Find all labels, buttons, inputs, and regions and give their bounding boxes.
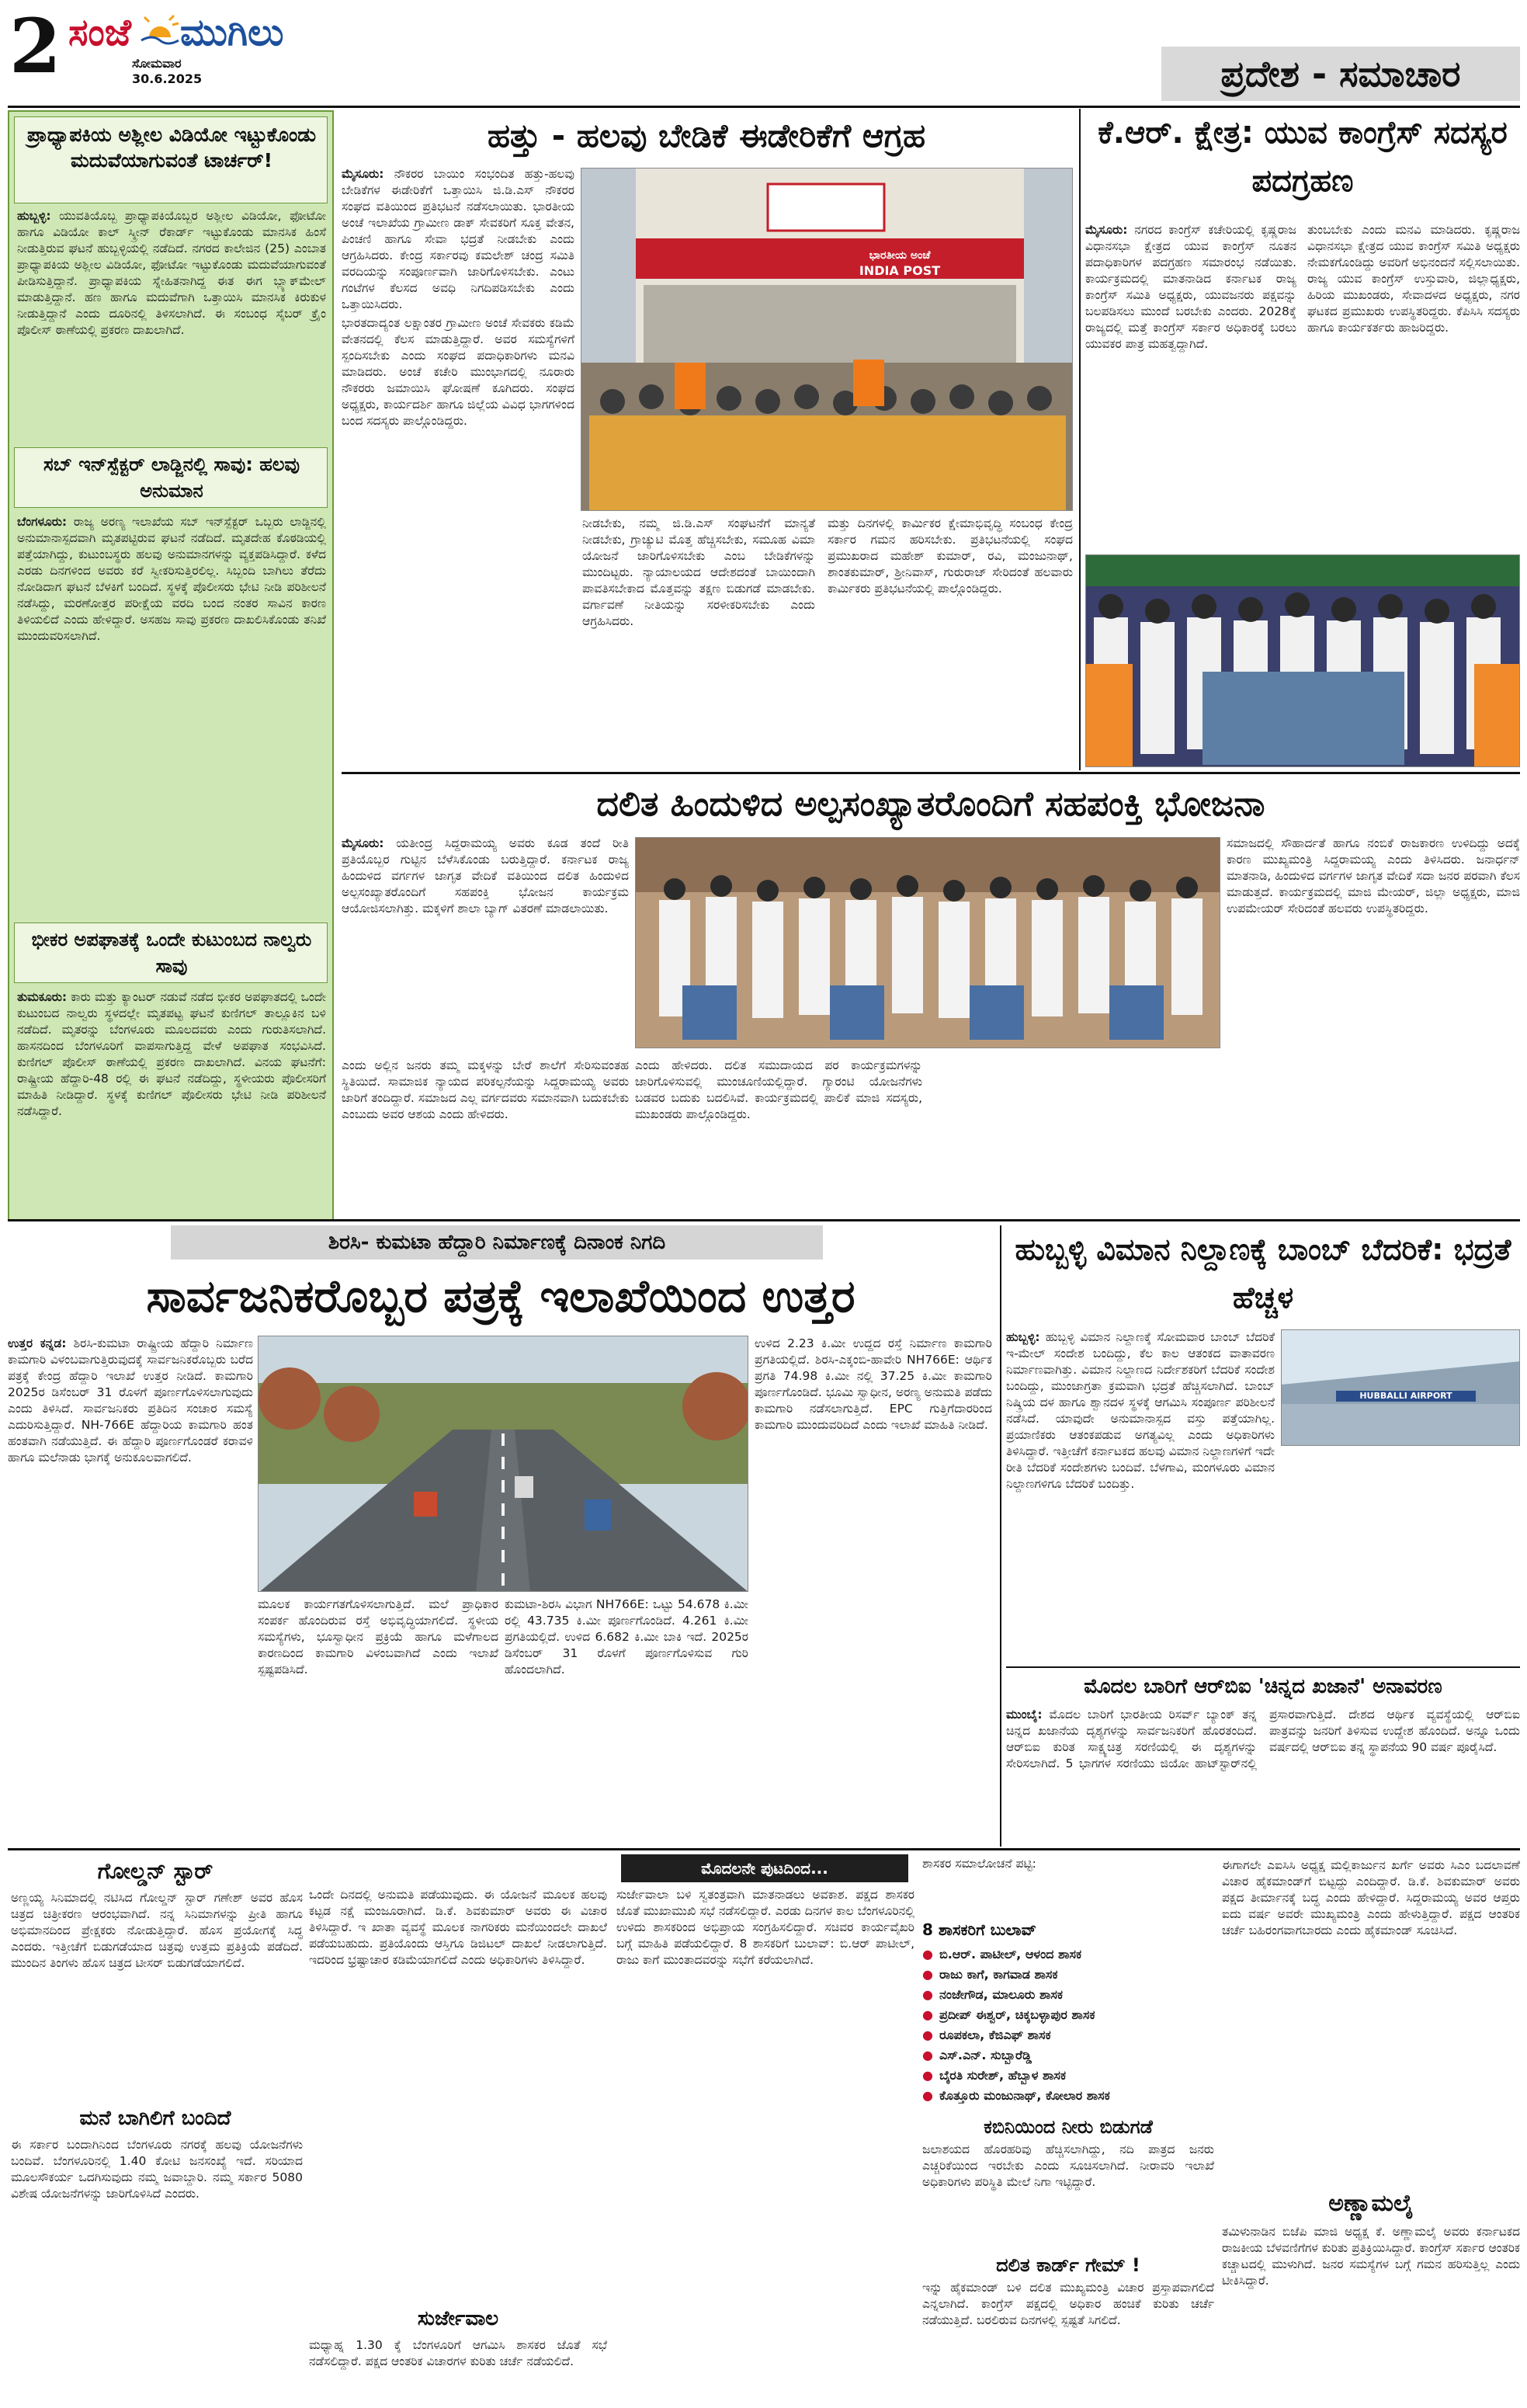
annamalai-subhead: ಅಣ್ಣಾಮಲೈ — [1328, 2190, 1414, 2217]
bhojana-story-col4-text: ಸಮಾಜದಲ್ಲಿ ಸೌಹಾರ್ದತೆ ಹಾಗೂ ನಂಬಿಕೆ ರಾಜಕಾರಣ ಉಳಿದಿದ್ದು ಅದಕ್ಕೆ ಕಾರಣ ಮುಖ್ಯಮಂತ್ರಿ ಸಿದ್ದರಾಮಯ್ಯ ಎಂದು ತಿಳಿಸಿದರು. ಜನಾರ್ಧನ್ ಮಾತನಾಡಿ, ಹಿಂದುಳಿದ ವರ್ಗಗಳ ಜಾಗೃತ ವೇದಿಕೆ ಸದಾ ಜನರ ಪರವಾಗಿ ಕೆಲಸ ಮಾಡುತ್ತದೆ. ಕಾರ್ಯಕ್ರಮದಲ್ಲಿ ಮಾಜಿ ಮೇಯರ್, ಜಿಲ್ಲಾ ಅಧ್ಯಕ್ಷರು, ಮಾಜಿ ಉಪಮೇಯರ್ ಸೇರಿದಂತೆ ಹಲವರು ಉಪಸ್ಥಿತರಿದ್ದರು. — [1227, 836, 1520, 916]
bullet-icon: ● — [922, 2007, 933, 2022]
sunset-logo-icon — [138, 14, 182, 51]
golden-star-body — [11, 1890, 303, 2100]
bullet-icon: ● — [922, 2048, 933, 2062]
continued-kicker-band — [621, 1854, 908, 1882]
post-story-col4 — [828, 516, 1073, 772]
bhojana-story-headline: ದಲಿತ ಹಿಂದುಳಿದ ಅಲ್ಪಸಂಖ್ಯಾತರೊಂದಿಗೆ ಸಹಪಂಕ್ತಿ ಭೋಜನಾ — [596, 784, 1265, 824]
highway-story-col4-text: ಉಳಿದ 2.23 ಕಿ.ಮೀ ಉದ್ದದ ರಸ್ತೆ ನಿರ್ಮಾಣ ಕಾಮಗಾರಿ ಪ್ರಗತಿಯಲ್ಲಿದೆ. ಶಿರಸಿ-ಎಕ್ಕಂಬಿ-ಹಾವೇರಿ NH766E: ಆರ್ಥಿಕ ಪ್ರಗತಿ 74.98 ಕಿ.ಮೀ ನಲ್ಲಿ 37.25 ಕಿ.ಮೀ ಕಾಮಗಾರಿ ಪೂರ್ಣಗೊಂಡಿದೆ. ಭೂಮಿ ಸ್ವಾಧೀನ, ಅರಣ್ಯ ಅನುಮತಿ ಪಡೆದು ಕಾಮಗಾರಿ ನಡೆಸಲಾಗುತ್ತಿದೆ. EPC ಗುತ್ತಿಗೆದಾರರಿಂದ ಕಾಮಗಾರಿ ಮುಂದುವರಿದಿದೆ ಎಂದು ಇಲಾಖೆ ಮಾಹಿತಿ ನೀಡಿದೆ. — [755, 1336, 992, 1432]
kr-story-col2-text: ತುಂಬಬೇಕು ಎಂದು ಮನವಿ ಮಾಡಿದರು. ಕೃಷ್ಣರಾಜ ವಿಧಾನಸಭಾ ಕ್ಷೇತ್ರದ ಯುವ ಕಾಂಗ್ರೆಸ್ ಸಮಿತಿ ಅಧ್ಯಕ್ಷರು ನೇಮಕಗೊಂಡಿದ್ದು ಅವರಿಗೆ ಅಭಿನಂದನೆ ಸಲ್ಲಿಸಲಾಯಿತು. ರಾಜ್ಯ ಯುವ ಕಾಂಗ್ರೆಸ್ ಉಸ್ತುವಾರಿ, ಜಿಲ್ಲಾಧ್ಯಕ್ಷರು, ಹಿರಿಯ ಮುಖಂಡರು, ಸೇವಾದಳದ ಅಧ್ಯಕ್ಷರು, ನಗರ ಘಟಕದ ಪ್ರಮುಖರು ಉಪಸ್ಥಿತರಿದ್ದರು. ಕೆಪಿಸಿಸಿ ಸದಸ್ಯರು ಹಾಗೂ ಕಾರ್ಯಕರ್ತರು ಹಾಜರಿದ್ದರು. — [1307, 223, 1520, 335]
sidebar-story1-dateline: ಹುಬ್ಬಳ್ಳಿ: — [17, 209, 51, 223]
sidebar-briefs — [8, 110, 334, 1221]
surjewala-col2 — [616, 1887, 914, 2399]
continued-kicker: ಮೊದಲನೇ ಪುಟದಿಂದ... — [701, 1859, 828, 1878]
rbi-story-text: ಮೊದಲ ಬಾರಿಗೆ ಭಾರತೀಯ ರಿಸರ್ವ್ ಬ್ಯಾಂಕ್ ತನ್ನ ಚಿನ್ನದ ಖಜಾನೆಯ ದೃಶ್ಯಗಳನ್ನು ಸಾರ್ವಜನಿಕರಿಗೆ ಹೊರತಂದಿದೆ. ಆರ್‌ಬಿಐ ಕುರಿತ ಸಾಕ್ಷ್ಯಚಿತ್ರ ಸರಣಿಯಲ್ಲಿ ಈ ದೃಶ್ಯಗಳನ್ನು ಸೇರಿಸಲಾಗಿದೆ. 5 ಭಾಗಗಳ ಸರಣಿಯು ಜಿಯೋ ಹಾಟ್‌ಸ್ಟಾರ್‌ನಲ್ಲಿ ಪ್ರಸಾರವಾಗುತ್ತಿದೆ. ದೇಶದ ಆರ್ಥಿಕ ವ್ಯವಸ್ಥೆಯಲ್ಲಿ ಆರ್‌ಬಿಐ ಪಾತ್ರವನ್ನು ಜನರಿಗೆ ತಿಳಿಸುವ ಉದ್ದೇಶ ಹೊಂದಿದೆ. ಅನ್ನೂ ಒಂದು ವರ್ಷದಲ್ಲಿ ಆರ್‌ಬಿಐ ತನ್ನ ಸ್ಥಾಪನೆಯ 90 ವರ್ಷ ಪೂರೈಸಿದೆ. — [1006, 1708, 1520, 1770]
bhojana-story-dateline: ಮೈಸೂರು: — [342, 836, 384, 850]
mla-list-item-text: ಪ್ರದೀಪ್ ಈಶ್ವರ್, ಚಿಕ್ಕಬಳ್ಳಾಪುರ ಶಾಸಕ — [939, 2007, 1095, 2022]
airport-story-headline: ಹುಬ್ಬಳ್ಳಿ ವಿಮಾನ ನಿಲ್ದಾಣಕ್ಕೆ ಬಾಂಬ್ ಬೆದರಿಕೆ: ಭದ್ರತೆ ಹೆಚ್ಚಳ — [1015, 1232, 1511, 1315]
sidebar-story2-text: ರಾಜ್ಯ ಅರಣ್ಯ ಇಲಾಖೆಯ ಸಬ್ ಇನ್‌ಸ್ಪೆಕ್ಟರ್ ಒಬ್ಬರು ಲಾಡ್ಜಿನಲ್ಲಿ ಅನುಮಾನಾಸ್ಪದವಾಗಿ ಮೃತಪಟ್ಟಿರುವ ಘಟನೆ ನಡೆದಿದೆ. ಮೃತದೇಹ ಕೊಠಡಿಯಲ್ಲಿ ಪತ್ತೆಯಾಗಿದ್ದು, ಕುಟುಂಬಸ್ಥರು ಹಲವು ಅನುಮಾನಗಳನ್ನು ವ್ಯಕ್ತಪಡಿಸಿದ್ದಾರೆ. ಕಳೆದ ಎರಡು ದಿನಗಳಿಂದ ಅವರು ಕರೆ ಸ್ವೀಕರಿಸುತ್ತಿರಲಿಲ್ಲ. ಸಿಬ್ಬಂದಿ ಬಾಗಿಲು ತೆರೆದು ನೋಡಿದಾಗ ಘಟನೆ ಬೆಳಕಿಗೆ ಬಂದಿದೆ. ಸ್ಥಳಕ್ಕೆ ಪೊಲೀಸರು ಭೇಟಿ ನೀಡಿ ಪರಿಶೀಲನೆ ನಡೆಸಿದ್ದು, ಮರಣೋತ್ತರ ಪರೀಕ್ಷೆಯ ವರದಿ ಬಂದ ನಂತರ ಸಾವಿನ ಕಾರಣ ತಿಳಿಯಲಿದೆ ಎಂದು ಹೇಳಿದ್ದಾರೆ. ಅಸಹಜ ಸಾವು ಪ್ರಕರಣ ದಾಖಲಿಸಿಕೊಂಡು ತನಿಖೆ ಮುಂದುವರಿಸಲಾಗಿದೆ. — [17, 515, 326, 643]
mla-list — [922, 1944, 1214, 2106]
bhojana-story-col2b — [635, 1058, 922, 1213]
mla-list-item-text: ಬೈರತಿ ಸುರೇಶ್, ಹೆಬ್ಬಾಳ ಶಾಸಕ — [939, 2068, 1067, 2083]
post-story-col1 — [342, 166, 574, 772]
kr-story-col1 — [1085, 222, 1296, 548]
kr-congress-group-photo — [1085, 554, 1520, 767]
kr-story-col2 — [1307, 222, 1520, 548]
kr-story-headline: ಕೆ.ಆರ್. ಕ್ಷೇತ್ರ: ಯುವ ಕಾಂಗ್ರೆಸ್ ಸದಸ್ಯರ ಪದಗ್ರಹಣ — [1098, 115, 1508, 199]
mla-list-heading: 8 ಶಾಸಕರಿಗೆ ಬುಲಾವ್ — [922, 1920, 1036, 1939]
sidebar-story2-head — [14, 447, 328, 508]
kr-story-dateline: ಮೈಸೂರು: — [1085, 223, 1128, 237]
airport-photo-art — [1282, 1330, 1520, 1446]
sidebar-story1-head — [14, 116, 328, 203]
highway-story-headline: ಸಾರ್ವಜನಿಕರೊಬ್ಬರ ಪತ್ರಕ್ಕೆ ಇಲಾಖೆಯಿಂದ ಉತ್ತರ — [146, 1270, 855, 1322]
post-office-sign: INDIA POST — [859, 263, 941, 278]
golden-star-subhead: ಮನೆ ಬಾಗಿಲಿಗೆ ಬಂದಿದೆ — [79, 2107, 231, 2130]
post-office-photo-art — [581, 169, 1073, 511]
sidebar-story3-text: ಕಾರು ಮತ್ತು ಕ್ಯಾಂಟರ್ ನಡುವೆ ನಡೆದ ಭೀಕರ ಅಪಘಾತದಲ್ಲಿ ಒಂದೇ ಕುಟುಂಬದ ನಾಲ್ವರು ಸ್ಥಳದಲ್ಲೇ ಮೃತಪಟ್ಟ ಘಟನೆ ಕುಣಿಗಲ್ ತಾಲ್ಲೂಕಿನ ಬಳಿ ನಡೆದಿದೆ. ಮೃತರನ್ನು ಬೆಂಗಳೂರು ಮೂಲದವರು ಎಂದು ಗುರುತಿಸಲಾಗಿದೆ. ಹಾಸನದಿಂದ ಬೆಂಗಳೂರಿಗೆ ವಾಪಸಾಗುತ್ತಿದ್ದ ವೇಳೆ ಅಪಘಾತ ಸಂಭವಿಸಿದೆ. ಕುಣಿಗಲ್ ಪೊಲೀಸ್ ಠಾಣೆಯಲ್ಲಿ ಪ್ರಕರಣ ದಾಖಲಾಗಿದೆ. ವಿನಯ ಘಟನೆಗೆ: ರಾಷ್ಟ್ರೀಯ ಹೆದ್ದಾರಿ-48 ರಲ್ಲಿ ಈ ಘಟನೆ ನಡೆದಿದ್ದು, ಸ್ಥಳೀಯರು ಪೊಲೀಸರಿಗೆ ಮಾಹಿತಿ ನೀಡಿದ್ದಾರೆ. ಸ್ಥಳಕ್ಕೆ ಕುಣಿಗಲ್ ಪೊಲೀಸರು ಭೇಟಿ ನೀಡಿ ಪರಿಶೀಲನೆ ನಡೆಸಿದ್ದಾರೆ. — [17, 990, 326, 1118]
mla-list-item-text: ಕೊತ್ತೂರು ಮಂಜುನಾಥ್, ಕೋಲಾರ ಶಾಸಕ — [939, 2088, 1110, 2103]
bhojana-story-col1b — [342, 1058, 629, 1213]
annamalai-text: ತಮಿಳುನಾಡಿನ ಬಿಜೆಪಿ ಮಾಜಿ ಅಧ್ಯಕ್ಷ ಕೆ. ಅಣ್ಣಾಮಲೈ ಅವರು ಕರ್ನಾಟಕದ ರಾಜಕೀಯ ಬೆಳವಣಿಗೆಗಳ ಕುರಿತು ಪ್ರತಿಕ್ರಿಯಿಸಿದ್ದಾರೆ. ಕಾಂಗ್ರೆಸ್ ಸರ್ಕಾರ ಆಂತರಿಕ ಕಚ್ಚಾಟದಲ್ಲಿ ಮುಳುಗಿದೆ. ಜನರ ಸಮಸ್ಯೆಗಳ ಬಗ್ಗೆ ಗಮನ ಹರಿಸುತ್ತಿಲ್ಲ ಎಂದು ಟೀಕಿಸಿದ್ದಾರೆ. — [1222, 2225, 1520, 2288]
kabini-body: ಜಲಾಶಯದ ಹೊರಹರಿವು ಹೆಚ್ಚಿಸಲಾಗಿದ್ದು, ನದಿ ಪಾತ್ರದ ಜನರು ಎಚ್ಚರಿಕೆಯಿಂದ ಇರಬೇಕು ಎಂದು ಸೂಚಿಸಲಾಗಿದೆ. ನೀರಾವರಿ ಇಲಾಖೆ ಅಧಿಕಾರಿಗಳು ಪರಿಸ್ಥಿತಿ ಮೇಲೆ ನಿಗಾ ಇಟ್ಟಿದ್ದಾರೆ. — [922, 2142, 1214, 2189]
mla-list-item-text: ಎಸ್.ಎನ್. ಸುಬ್ಬಾರೆಡ್ಡಿ — [939, 2048, 1032, 2062]
bullet-icon: ● — [922, 1947, 933, 1961]
annamalai-body — [1222, 2224, 1520, 2399]
surjewala-subhead: ಸುರ್ಜೇವಾಲ — [417, 2307, 499, 2330]
sidebar-story3-dateline: ತುಮಕೂರು: — [17, 990, 68, 1004]
mla-list-item — [922, 2066, 1214, 2086]
bullet-icon: ● — [922, 1987, 933, 2002]
post-office-sign-sub: ಭಾರತೀಯ ಅಂಚೆ — [869, 249, 931, 262]
surjewala-col1-text: ಒಂದೇ ದಿನದಲ್ಲಿ ಅನುಮತಿ ಪಡೆಯುವುದು. ಈ ಯೋಜನೆ ಮೂಲಕ ಹಲವು ಕಟ್ಟಡ ನಕ್ಷೆ ಮಂಜೂರಾಗಿದೆ. ಡಿ.ಕೆ. ಶಿವಕುಮಾರ್ ಅವರು ಈ ವಿಚಾರ ತಿಳಿಸಿದ್ದಾರೆ. ಇ ಖಾತಾ ವ್ಯವಸ್ಥೆ ಮೂಲಕ ನಾಗರಿಕರು ಮನೆಯಿಂದಲೇ ದಾಖಲೆ ಪಡೆಯಬಹುದು. ಪ್ರತಿಯೊಂದು ಆಸ್ತಿಗೂ ಡಿಜಿಟಲ್ ದಾಖಲೆ ನೀಡಲಾಗುತ್ತಿದೆ. ಇದರಿಂದ ಭ್ರಷ್ಟಾಚಾರ ಕಡಿಮೆಯಾಗಲಿದೆ ಎಂದು ಅಧಿಕಾರಿಗಳು ತಿಳಿಸಿದ್ದಾರೆ. — [309, 1888, 607, 1967]
dalit-card-body: ಇನ್ನು ಹೈಕಮಾಂಡ್ ಬಳಿ ದಲಿತ ಮುಖ್ಯಮಂತ್ರಿ ವಿಚಾರ ಪ್ರಸ್ತಾಪವಾಗಲಿದೆ ಎನ್ನಲಾಗಿದೆ. ಕಾಂಗ್ರೆಸ್ ಪಕ್ಷದಲ್ಲಿ ಅಧಿಕಾರ ಹಂಚಿಕೆ ಕುರಿತು ಚರ್ಚೆ ನಡೆಯುತ್ತಿದೆ. ಬರಲಿರುವ ದಿನಗಳಲ್ಲಿ ಸ್ಪಷ್ಟತೆ ಸಿಗಲಿದೆ. — [922, 2281, 1214, 2327]
sidebar-story3-body — [17, 989, 326, 1214]
post-story-col3-text: ನೀಡಬೇಕು, ನಮ್ಮ ಜಿ.ಡಿ.ಎಸ್ ಸಂಘಟನೆಗೆ ಮಾನ್ಯತೆ ನೀಡಬೇಕು, ಗ್ರಾಚ್ಯುಟಿ ಮೊತ್ತ ಹೆಚ್ಚಿಸಬೇಕು, ಸಮೂಹ ವಿಮಾ ಯೋಜನೆ ಜಾರಿಗೊಳಿಸಬೇಕು ಎಂಬ ಬೇಡಿಕೆಗಳನ್ನು ಮುಂದಿಟ್ಟರು. ನ್ಯಾಯಾಲಯದ ಆದೇಶದಂತೆ ಬಾಯಿಂದಾಗಿ ಪಾವತಿಸಬೇಕಾದ ಮೊತ್ತವನ್ನು ತಕ್ಷಣ ಬಿಡುಗಡೆ ಮಾಡಬೇಕು. ವರ್ಗಾವಣೆ ನೀತಿಯನ್ನು ಸರಳೀಕರಿಸಬೇಕು ಎಂದು ಆಗ್ರಹಿಸಿದರು. — [582, 516, 815, 628]
mla-list-item — [922, 1944, 1214, 1965]
bhojana-story-col3-text: ಎಂದು ಹೇಳಿದರು. ದಲಿತ ಸಮುದಾಯದ ಪರ ಕಾರ್ಯಕ್ರಮಗಳನ್ನು ಜಾರಿಗೊಳಿಸುವಲ್ಲಿ ಮುಂಚೂಣಿಯಲ್ಲಿದ್ದಾರೆ. ಗ್ಯಾರಂಟಿ ಯೋಜನೆಗಳು ಬಡವರ ಬದುಕು ಬದಲಿಸಿವೆ. ಕಾರ್ಯಕ್ರಮದಲ್ಲಿ ಪಾಲಿಕೆ ಮಾಜಿ ಸದಸ್ಯರು, ಮುಖಂಡರು ಪಾಲ್ಗೊಂಡಿದ್ದರು. — [635, 1058, 922, 1121]
sidebar-story1-headline: ಪ್ರಾಧ್ಯಾಪಕಿಯ ಅಶ್ಲೀಲ ವಿಡಿಯೋ ಇಟ್ಟುಕೊಂಡು ಮದುವೆಯಾಗುವಂತೆ ಟಾರ್ಚರ್! — [26, 123, 317, 172]
mla-list-item-text: ಬಿ.ಆರ್. ಪಾಟೀಲ್, ಆಳಂದ ಶಾಸಕ — [939, 1947, 1082, 1961]
section-label: ಪ್ರದೇಶ - ಸಮಾಚಾರ — [1161, 47, 1520, 101]
issue-day: ಸೋಮವಾರ — [132, 56, 182, 71]
bullet-icon: ● — [922, 2068, 933, 2083]
bhojana-story-col1 — [342, 836, 629, 1053]
mla-list-item — [922, 2025, 1214, 2045]
column-divider — [1079, 109, 1081, 770]
highway-story-col1-text: ಶಿರಸಿ-ಕುಮಟಾ ರಾಷ್ಟ್ರೀಯ ಹೆದ್ದಾರಿ ನಿರ್ಮಾಣ ಕಾಮಗಾರಿ ವಿಳಂಬವಾಗುತ್ತಿರುವುದಕ್ಕೆ ಸಾರ್ವಜನಿಕರೊಬ್ಬರು ಬರೆದ ಪತ್ರಕ್ಕೆ ಕೇಂದ್ರ ಹೆದ್ದಾರಿ ಇಲಾಖೆ ಉತ್ತರ ನೀಡಿದೆ. ಕಾಮಗಾರಿ 2025ರ ಡಿಸೆಂಬರ್ 31 ರೊಳಗೆ ಪೂರ್ಣಗೊಳಿಸಲಾಗುವುದು ಎಂದು ತಿಳಿಸಿದೆ. ಸಾರ್ವಜನಿಕರು ಪ್ರತಿದಿನ ಸಂಚಾರ ಸಮಸ್ಯೆ ಎದುರಿಸುತ್ತಿದ್ದಾರೆ. NH-766E ಹೆದ್ದಾರಿಯ ಕಾಮಗಾರಿ ಹಂತ ಹಂತವಾಗಿ ನಡೆಯುತ್ತಿದೆ. ಈ ಹೆದ್ದಾರಿ ಪೂರ್ಣಗೊಂಡರೆ ಕರಾವಳಿ ಹಾಗೂ ಮಲೆನಾಡು ಭಾಗಕ್ಕೆ ಅನುಕೂಲವಾಗಲಿದೆ. — [8, 1336, 253, 1465]
mla-list-item — [922, 1965, 1214, 1985]
highway-kicker: ಶಿರಸಿ- ಕುಮಟಾ ಹೆದ್ದಾರಿ ನಿರ್ಮಾಣಕ್ಕೆ ದಿನಾಂಕ ನಿಗದಿ — [328, 1231, 666, 1254]
sidebar-story2-headline: ಸಬ್ ಇನ್‌ಸ್ಪೆಕ್ಟರ್ ಲಾಡ್ಜಿನಲ್ಲಿ ಸಾವು: ಹಲವು ಅನುಮಾನ — [43, 453, 300, 502]
airport-story-col1 — [1006, 1329, 1275, 1663]
section-divider — [8, 1848, 1520, 1850]
sidebar-story3-headline: ಭೀಕರ ಅಪಘಾತಕ್ಕೆ ಒಂದೇ ಕುಟುಂಬದ ನಾಲ್ವರು ಸಾವು — [31, 929, 312, 977]
golden-star-text2: ಈ ಸರ್ಕಾರ ಬಂದಾಗಿನಿಂದ ಬೆಂಗಳೂರು ನಗರಕ್ಕೆ ಹಲವು ಯೋಜನೆಗಳು ಬಂದಿವೆ. ಬೆಂಗಳೂರಿನಲ್ಲಿ 1.40 ಕೋಟಿ ಜನಸಂಖ್ಯೆ ಇದೆ. ಸರಿಯಾದ ಮೂಲಸೌಕರ್ಯ ಒದಗಿಸುವುದು ನಮ್ಮ ಜವಾಬ್ದಾರಿ. ನಮ್ಮ ಸರ್ಕಾರ 5080 ವಿಶೇಷ ಯೋಜನೆಗಳನ್ನು ಜಾರಿಗೊಳಿಸಿದೆ ಎಂದರು. — [11, 2138, 303, 2201]
highway-story-dateline: ಉತ್ತರ ಕನ್ನಡ: — [8, 1336, 67, 1350]
mla-list-item — [922, 2086, 1214, 2106]
mla-list-item-text: ರೂಪಕಲಾ, ಕೆಜಿಎಫ್ ಶಾಸಕ — [939, 2028, 1051, 2042]
rbi-story-dateline: ಮುಂಬೈ: — [1006, 1708, 1043, 1722]
sidebar-story1-text: ಯುವತಿಯೊಬ್ಬ ಪ್ರಾಧ್ಯಾಪಕಿಯೊಬ್ಬರ ಅಶ್ಲೀಲ ವಿಡಿಯೋ, ಫೋಟೋ ಹಾಗೂ ವಿಡಿಯೋ ಕಾಲ್ ಸ್ಕ್ರೀನ್ ರೆಕಾರ್ಡ್ ಇಟ್ಟುಕೊಂಡು ಮಾನಸಿಕ ಹಿಂಸೆ ನೀಡುತ್ತಿರುವ ಘಟನೆ ಹುಬ್ಬಳ್ಳಿಯಲ್ಲಿ ನಡೆದಿದೆ. ನಗರದ ಕಾಲೇಜಿನ (25) ಎಂಬಾತ ಪ್ರಾಧ್ಯಾಪಕಿಯ ಅಶ್ಲೀಲ ವಿಡಿಯೋ, ಫೋಟೋ ಇಟ್ಟುಕೊಂಡು ಮದುವೆಯಾಗುವಂತೆ ಪೀಡಿಸುತ್ತಿದ್ದಾನೆ. ಪ್ರಾಧ್ಯಾಪಕಿಯ ಸ್ನೇಹಿತನಾಗಿದ್ದ ಈತ ಈಗ ಬ್ಲ್ಯಾಕ್‌ಮೇಲ್ ಮಾಡುತ್ತಿದ್ದಾನೆ. ಹಣ ಹಾಗೂ ಮದುವೆಗಾಗಿ ಒತ್ತಾಯಿಸಿ ಮಾನಸಿಕ ಕಿರುಕುಳ ನೀಡುತ್ತಿದ್ದಾನೆ ಎಂದು ದೂರಿನಲ್ಲಿ ತಿಳಿಸಲಾಗಿದೆ. ಈ ಸಂಬಂಧ ಸೈಬರ್ ಕ್ರೈಂ ಪೊಲೀಸ್ ಠಾಣೆಯಲ್ಲಿ ಪ್ರಕರಣ ದಾಖಲಾಗಿದೆ. — [17, 209, 326, 337]
golden-star-headline: ಗೋಲ್ಡನ್ ಸ್ಟಾರ್ — [97, 1858, 213, 1884]
sidebar-story1-body — [17, 208, 326, 441]
surjewala-col1b-text: ಮಧ್ಯಾಹ್ನ 1.30 ಕ್ಕೆ ಬೆಂಗಳೂರಿಗೆ ಆಗಮಿಸಿ ಶಾಸಕರ ಜೊತೆ ಸಭೆ ನಡೆಸಲಿದ್ದಾರೆ. ಪಕ್ಷದ ಆಂತರಿಕ ವಿಚಾರಗಳ ಕುರಿತು ಚರ್ಚೆ ನಡೆಯಲಿದೆ. — [309, 2338, 607, 2368]
highway-story-col3-text: ಕುಮಟಾ-ಶಿರಸಿ ವಿಭಾಗ NH766E: ಒಟ್ಟು 54.678 ಕಿ.ಮೀ ರಲ್ಲಿ 43.735 ಕಿ.ಮೀ ಪೂರ್ಣಗೊಂಡಿದೆ. 4.261 ಕಿ.ಮೀ ಪ್ರಗತಿಯಲ್ಲಿದೆ. ಉಳಿದ 6.682 ಕಿ.ಮೀ ಬಾಕಿ ಇದೆ. 2025ರ ಡಿಸೆಂಬರ್ 31 ರೊಳಗೆ ಪೂರ್ಣಗೊಳಿಸುವ ಗುರಿ ಹೊಂದಲಾಗಿದೆ. — [505, 1597, 748, 1677]
annamalai-top-body — [1222, 1857, 1520, 2184]
post-office-protest-photo — [581, 168, 1073, 511]
surjewala-col3-intro: ಶಾಸಕರ ಸಮಾಲೋಚನೆ ಪಟ್ಟಿ: — [922, 1857, 1036, 1871]
post-story-col2-text: ಭಾರತದಾದ್ಯಂತ ಲಕ್ಷಾಂತರ ಗ್ರಾಮೀಣ ಅಂಚೆ ಸೇವಕರು ಕಡಿಮೆ ವೇತನದಲ್ಲಿ ಕೆಲಸ ಮಾಡುತ್ತಿದ್ದಾರೆ. ಅವರ ಸಮಸ್ಯೆಗಳಿಗೆ ಸ್ಪಂದಿಸಬೇಕು ಎಂದು ಸಂಘದ ಪದಾಧಿಕಾರಿಗಳು ಮನವಿ ಮಾಡಿದರು. ಅಂಚೆ ಕಚೇರಿ ಮುಂಭಾಗದಲ್ಲಿ ನೂರಾರು ನೌಕರರು ಜಮಾಯಿಸಿ ಘೋಷಣೆ ಕೂಗಿದರು. ಸಂಘದ ಅಧ್ಯಕ್ಷರು, ಕಾರ್ಯದರ್ಶಿ ಹಾಗೂ ಜಿಲ್ಲೆಯ ವಿವಿಧ ಭಾಗಗಳಿಂದ ಬಂದ ಸದಸ್ಯರು ಪಾಲ್ಗೊಂಡಿದ್ದರು. — [342, 316, 574, 428]
mla-list-item-text: ರಾಜು ಕಾಗೆ, ಕಾಗವಾಡ ಶಾಸಕ — [939, 1967, 1058, 1982]
bullet-icon: ● — [922, 1967, 933, 1982]
bhojana-photo-art — [636, 838, 1220, 1048]
post-story-col3 — [582, 516, 815, 772]
mla-list-item — [922, 2005, 1214, 2025]
surjewala-col2-text: ಸುರ್ಜೇವಾಲಾ ಬಳಿ ಸ್ವತಂತ್ರವಾಗಿ ಮಾತನಾಡಲು ಅವಕಾಶ. ಪಕ್ಷದ ಶಾಸಕರ ಜೊತೆ ಮುಖಾಮುಖಿ ಸಭೆ ನಡೆಸಲಿದ್ದಾರೆ. ಎರಡು ದಿನಗಳ ಕಾಲ ಬೆಂಗಳೂರಿನಲ್ಲಿ ಉಳಿದು ಶಾಸಕರಿಂದ ಅಭಿಪ್ರಾಯ ಸಂಗ್ರಹಿಸಲಿದ್ದಾರೆ. ಸಚಿವರ ಕಾರ್ಯವೈಖರಿ ಬಗ್ಗೆ ಮಾಹಿತಿ ಪಡೆಯಲಿದ್ದಾರೆ. 8 ಶಾಸಕರಿಗೆ ಬುಲಾವ್: ಬಿ.ಆರ್ ಪಾಟೀಲ್, ರಾಜು ಕಾಗೆ ಮುಂತಾದವರನ್ನು ಸಭೆಗೆ ಕರೆಯಲಾಗಿದೆ. — [616, 1888, 914, 1967]
page-number: 2 — [9, 2, 61, 90]
airport-story-text: ಹುಬ್ಬಳ್ಳಿ ವಿಮಾನ ನಿಲ್ದಾಣಕ್ಕೆ ಸೋಮವಾರ ಬಾಂಬ್ ಬೆದರಿಕೆ ಇ-ಮೇಲ್ ಸಂದೇಶ ಬಂದಿದ್ದು, ಕೆಲ ಕಾಲ ಆತಂಕದ ವಾತಾವರಣ ನಿರ್ಮಾಣವಾಗಿತ್ತು. ವಿಮಾನ ನಿಲ್ದಾಣದ ನಿರ್ದೇಶಕರಿಗೆ ಬೆದರಿಕೆ ಸಂದೇಶ ಬಂದಿದ್ದು, ಮುಂಜಾಗ್ರತಾ ಕ್ರಮವಾಗಿ ಭದ್ರತೆ ಹೆಚ್ಚಿಸಲಾಗಿದೆ. ಬಾಂಬ್ ನಿಷ್ಕ್ರಿಯ ದಳ ಹಾಗೂ ಶ್ವಾನದಳ ಸ್ಥಳಕ್ಕೆ ಆಗಮಿಸಿ ಸಂಪೂರ್ಣ ಪರಿಶೀಲನೆ ನಡೆಸಿದೆ. ಯಾವುದೇ ಅನುಮಾನಾಸ್ಪದ ವಸ್ತು ಪತ್ತೆಯಾಗಿಲ್ಲ. ಪ್ರಯಾಣಿಕರು ಆತಂಕಪಡುವ ಅಗತ್ಯವಿಲ್ಲ ಎಂದು ಅಧಿಕಾರಿಗಳು ತಿಳಿಸಿದ್ದಾರೆ. ಇತ್ತೀಚೆಗೆ ಕರ್ನಾಟಕದ ಹಲವು ವಿಮಾನ ನಿಲ್ದಾಣಗಳಿಗೆ ಇದೇ ರೀತಿ ಬೆದರಿಕೆ ಸಂದೇಶಗಳು ಬಂದಿವೆ. ಬೆಳಗಾವಿ, ಮಂಗಳೂರು ವಿಮಾನ ನಿಲ್ದಾಣಗಳಿಗೂ ಬೆದರಿಕೆ ಬಂದಿತ್ತು. — [1006, 1330, 1275, 1491]
highway-story-col3 — [505, 1597, 748, 1845]
mla-list-item — [922, 2045, 1214, 2066]
kabini-subhead: ಕಬಿನಿಯಿಂದ ನೀರು ಬಿಡುಗಡೆ — [984, 2116, 1153, 2138]
airport-story-dateline: ಹುಬ್ಬಳ್ಳಿ: — [1006, 1330, 1040, 1344]
bullet-icon: ● — [922, 2028, 933, 2042]
column-divider — [1000, 1225, 1001, 1847]
post-story-col4-text: ಮತ್ತು ದಿನಗಳಲ್ಲಿ ಕಾರ್ಮಿಕರ ಕ್ಷೇಮಾಭಿವೃದ್ಧಿ ಸಂಬಂಧ ಕೇಂದ್ರ ಸರ್ಕಾರ ಗಮನ ಹರಿಸಬೇಕು. ಪ್ರತಿಭಟನೆಯಲ್ಲಿ ಸಂಘದ ಪ್ರಮುಖರಾದ ಮಹೇಶ್ ಕುಮಾರ್, ರವಿ, ಮಂಜುನಾಥ್, ಶಾಂತಕುಮಾರ್, ಶ್ರೀನಿವಾಸ್, ಗುರುರಾಜ್ ಸೇರಿದಂತೆ ಹಲವಾರು ಕಾರ್ಮಿಕರು ಪ್ರತಿಭಟನೆಯಲ್ಲಿ ಪಾಲ್ಗೊಂಡಿದ್ದರು. — [828, 516, 1073, 596]
surjewala-col3 — [922, 1856, 1214, 2399]
highway-story-col2-text: ಮೂಲಕ ಕಾರ್ಯಗತಗೊಳಿಸಲಾಗುತ್ತಿದೆ. ಮಲೆ ಪ್ರಾಧಿಕಾರ ಸಂಪರ್ಕ ಹೊಂದಿರುವ ರಸ್ತೆ ಅಭಿವೃದ್ಧಿಯಾಗಲಿದೆ. ಸ್ಥಳೀಯ ಸಮಸ್ಯೆಗಳು, ಭೂಸ್ವಾಧೀನ ಪ್ರಕ್ರಿಯೆ ಹಾಗೂ ಮಳೆಗಾಲದ ಕಾರಣದಿಂದ ಕಾಮಗಾರಿ ವಿಳಂಬವಾಗಿದೆ ಎಂದು ಇಲಾಖೆ ಸ್ಪಷ್ಟಪಡಿಸಿದೆ. — [258, 1597, 498, 1677]
hubballi-airport-photo — [1281, 1329, 1520, 1446]
sidebar-story2-dateline: ಬೆಂಗಳೂರು: — [17, 515, 68, 529]
story-divider — [1006, 1666, 1520, 1668]
bhojana-story-col1-text: ಯತೀಂದ್ರ ಸಿದ್ದರಾಮಯ್ಯ ಅವರು ಕೂಡ ತಂದೆ ರೀತಿ ಪ್ರತಿಯೊಬ್ಬರ ಗುಟ್ಟಿನ ಬೆಳೆಸಿಕೊಂಡು ಬರುತ್ತಿದ್ದಾರೆ. ಕರ್ನಾಟಕ ರಾಜ್ಯ ಹಿಂದುಳಿದ ವರ್ಗಗಳ ಜಾಗೃತ ವೇದಿಕೆ ವತಿಯಿಂದ ದಲಿತ ಹಿಂದುಳಿದ ಅಲ್ಪಸಂಖ್ಯಾತರೊಂದಿಗೆ ಸಹಪಂಕ್ತಿ ಭೋಜನ ಕಾರ್ಯಕ್ರಮ ಆಯೋಜಿಸಲಾಗಿತ್ತು. ಮಕ್ಕಳಿಗೆ ಶಾಲಾ ಬ್ಯಾಗ್ ವಿತರಣೆ ಮಾಡಲಾಯಿತು. — [342, 836, 629, 916]
bhojana-story-col2-text: ಎಂದು ಅಲ್ಲಿನ ಜನರು ತಮ್ಮ ಮಕ್ಕಳನ್ನು ಬೇರೆ ಶಾಲೆಗೆ ಸೇರಿಸುವಂತಹ ಸ್ಥಿತಿಯಿದೆ. ಸಾಮಾಜಿಕ ನ್ಯಾಯದ ಪರಿಕಲ್ಪನೆಯನ್ನು ಸಿದ್ದರಾಮಯ್ಯ ಅವರು ಜಾರಿಗೆ ತಂದಿದ್ದಾರೆ. ಸಮಾಜದ ಎಲ್ಲ ವರ್ಗದವರು ಸಮಾನವಾಗಿ ಬದುಕಬೇಕು ಎಂಬುದು ಅವರ ಆಶಯ ಎಂದು ಹೇಳಿದರು. — [342, 1058, 629, 1121]
highway-kicker-band — [171, 1225, 823, 1260]
highway-photo-art — [259, 1336, 748, 1592]
rbi-story-headline: ಮೊದಲ ಬಾರಿಗೆ ಆರ್‌ಬಿಐ 'ಚಿನ್ನದ ಖಜಾನೆ' ಅನಾವರಣ — [1084, 1675, 1442, 1698]
section-divider — [342, 772, 1520, 774]
dalit-card-subhead: ದಲಿತ ಕಾರ್ಡ್ ಗೇಮ್ ! — [996, 2254, 1140, 2276]
mla-list-item — [922, 1985, 1214, 2005]
brand-name-part2: ಮುಗಿಲು — [180, 11, 284, 54]
post-story-col1-text: ನೌಕರರ ಬಾಯಿಂ ಸಂಭಂದಿತ ಹತ್ತು-ಹಲವು ಬೇಡಿಕೆಗಳ ಈಡೇರಿಕೆಗೆ ಒತ್ತಾಯಿಸಿ ಜಿ.ಡಿ.ಎಸ್ ನೌಕರರ ಸಂಘದ ವತಿಯಿಂದ ಪ್ರತಿಭಟನೆ ನಡೆಸಲಾಯಿತು. ಭಾರತೀಯ ಅಂಚೆ ಇಲಾಖೆಯ ಗ್ರಾಮೀಣ ಡಾಕ್ ಸೇವಕರಿಗೆ ಸೂಕ್ತ ವೇತನ, ಪಿಂಚಣಿ ಹಾಗೂ ಸೇವಾ ಭದ್ರತೆ ನೀಡಬೇಕು ಎಂದು ಆಗ್ರಹಿಸಿದರು. ಕೇಂದ್ರ ಸರ್ಕಾರವು ಕಮಲೇಶ್ ಚಂದ್ರ ಸಮಿತಿ ವರದಿಯನ್ನು ಸಂಪೂರ್ಣವಾಗಿ ಜಾರಿಗೊಳಿಸಬೇಕು. ಎಂಟು ಗಂಟೆಗಳ ಕೆಲಸದ ಅವಧಿ ನಿಗದಿಪಡಿಸಬೇಕು ಎಂದು ಒತ್ತಾಯಿಸಿದರು. — [342, 167, 574, 311]
post-story-headline: ಹತ್ತು - ಹಲವು ಬೇಡಿಕೆ ಈಡೇರಿಕೆಗೆ ಆಗ್ರಹ — [487, 116, 926, 155]
highway-road-photo — [258, 1336, 748, 1592]
surjewala-col1 — [309, 1887, 607, 2337]
surjewala-col1b — [309, 2337, 607, 2399]
golden-star-body2 — [11, 2137, 303, 2393]
section-divider — [8, 1219, 1520, 1221]
kr-congress-photo-art — [1086, 555, 1520, 767]
bhojana-event-photo — [635, 837, 1220, 1048]
post-story-dateline: ಮೈಸೂರು: — [342, 167, 384, 181]
highway-story-col2 — [258, 1597, 498, 1845]
annamalai-top-text: ಈಗಾಗಲೇ ಎಐಸಿಸಿ ಅಧ್ಯಕ್ಷ ಮಲ್ಲಿಕಾರ್ಜುನ ಖರ್ಗೆ ಅವರು ಸಿಎಂ ಬದಲಾವಣೆ ವಿಚಾರ ಹೈಕಮಾಂಡ್‌ಗೆ ಬಿಟ್ಟದ್ದು ಎಂದಿದ್ದಾರೆ. ಡಿ.ಕೆ. ಶಿವಕುಮಾರ್ ಅವರು ಪಕ್ಷದ ತೀರ್ಮಾನಕ್ಕೆ ಬದ್ಧ ಎಂದು ಹೇಳಿದ್ದಾರೆ. ಸಿದ್ದರಾಮಯ್ಯ ಅವರ ಆಪ್ತರು ಐದು ವರ್ಷ ಅವರೇ ಮುಖ್ಯಮಂತ್ರಿ ಎಂದು ಹೇಳುತ್ತಿದ್ದಾರೆ. ಪಕ್ಷದ ಆಂತರಿಕ ಚರ್ಚೆ ಬಹಿರಂಗವಾಗಬಾರದು ಎಂದು ಹೈಕಮಾಂಡ್ ಸೂಚಿಸಿದೆ. — [1222, 1858, 1520, 1937]
highway-story-col4 — [755, 1336, 992, 1840]
masthead — [0, 0, 1527, 109]
brand-name-part1: ಸಂಜೆ — [68, 11, 131, 54]
airport-sign: HUBBALLI AIRPORT — [1359, 1391, 1452, 1401]
highway-story-col1 — [8, 1336, 253, 1840]
rbi-story-body — [1006, 1707, 1520, 1843]
mla-list-item-text: ನಂಜೇಗೌಡ, ಮಾಲೂರು ಶಾಸಕ — [939, 1987, 1064, 2002]
sidebar-story3-head — [14, 923, 328, 983]
bhojana-story-col4-top — [1227, 836, 1520, 1053]
sidebar-story2-body — [17, 514, 326, 918]
golden-star-text: ಅಣ್ಣಯ್ಯ ಸಿನಿಮಾದಲ್ಲಿ ನಟಿಸಿದ ಗೋಲ್ಡನ್ ಸ್ಟಾರ್ ಗಣೇಶ್ ಅವರ ಹೊಸ ಚಿತ್ರದ ಚಿತ್ರೀಕರಣ ಆರಂಭವಾಗಿದೆ. ನನ್ನ ಸಿನಿಮಾಗಳನ್ನು ಪ್ರೀತಿ ಹಾಗೂ ಅಭಿಮಾನದಿಂದ ಪ್ರೇಕ್ಷಕರು ನೋಡುತ್ತಿದ್ದಾರೆ. ಹೊಸ ಪ್ರಯೋಗಕ್ಕೆ ಸಿದ್ಧ ಎಂದರು. ಇತ್ತೀಚೆಗೆ ಬಿಡುಗಡೆಯಾದ ಚಿತ್ರವು ಉತ್ತಮ ಪ್ರತಿಕ್ರಿಯೆ ಪಡೆದಿದೆ. ಮುಂದಿನ ತಿಂಗಳು ಹೊಸ ಚಿತ್ರದ ಟೀಸರ್ ಬಿಡುಗಡೆಯಾಗಲಿದೆ. — [11, 1891, 303, 1970]
issue-date: 30.6.2025 — [132, 71, 203, 86]
kr-story-col1-text: ನಗರದ ಕಾಂಗ್ರೆಸ್ ಕಚೇರಿಯಲ್ಲಿ ಕೃಷ್ಣರಾಜ ವಿಧಾನಸಭಾ ಕ್ಷೇತ್ರದ ಯುವ ಕಾಂಗ್ರೆಸ್ ನೂತನ ಪದಾಧಿಕಾರಿಗಳ ಪದಗ್ರಹಣ ಸಮಾರಂಭ ನಡೆಯಿತು. ಕಾರ್ಯಕ್ರಮದಲ್ಲಿ ಮಾತನಾಡಿದ ಕರ್ನಾಟಕ ರಾಜ್ಯ ಕಾಂಗ್ರೆಸ್ ಸಮಿತಿ ಅಧ್ಯಕ್ಷರು, ಯುವಜನರು ಪಕ್ಷವನ್ನು ಬಲಪಡಿಸಲು ಮುಂದೆ ಬರಬೇಕು ಎಂದರು. 2028ಕ್ಕೆ ರಾಜ್ಯದಲ್ಲಿ ಮತ್ತೆ ಕಾಂಗ್ರೆಸ್ ಸರ್ಕಾರ ಅಧಿಕಾರಕ್ಕೆ ಬರಲು ಯುವಕರ ಪಾತ್ರ ಮಹತ್ವದ್ದಾಗಿದೆ. — [1085, 223, 1296, 351]
bullet-icon: ● — [922, 2088, 933, 2103]
masthead-divider — [8, 106, 1520, 108]
